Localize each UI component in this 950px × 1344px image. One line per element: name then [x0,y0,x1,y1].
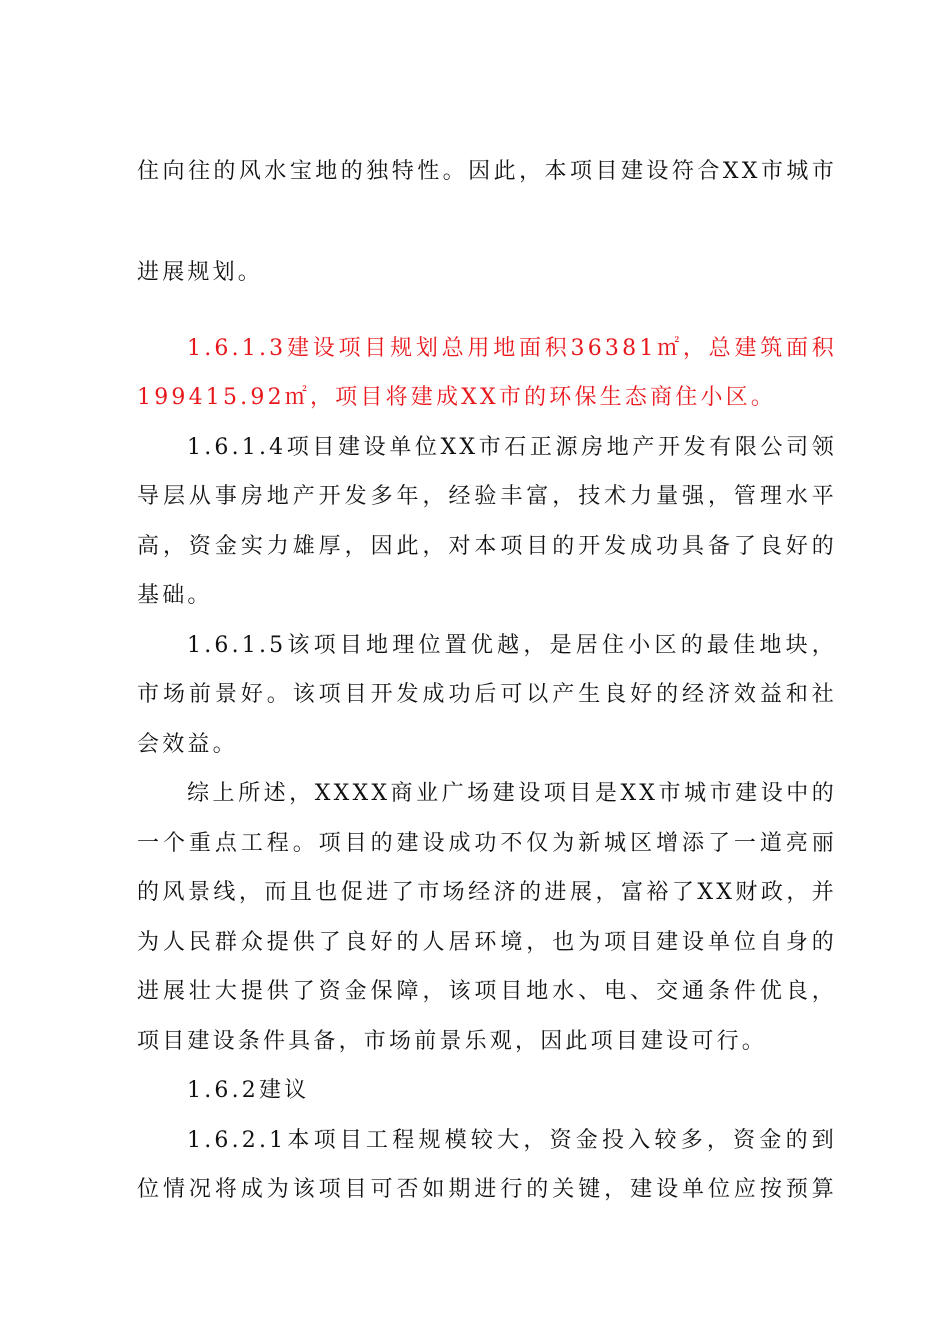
highlighted-paragraph-line: 1.6.1.3建设项目规划总用地面积36381㎡，总建筑面积 [187,336,837,361]
paragraph-line: 导层从事房地产开发多年，经验丰富，技术力量强，管理水平 [137,484,837,509]
section-heading: 1.6.2建议 [187,1078,310,1103]
paragraph-line: 会效益。 [137,732,238,757]
paragraph-line: 为人民群众提供了良好的人居环境，也为项目建设单位自身的 [137,930,837,955]
paragraph-line: 位情况将成为该项目可否如期进行的关键，建设单位应按预算 [137,1177,837,1202]
paragraph-line: 一个重点工程。项目的建设成功不仅为新城区增添了一道亮丽 [137,831,837,856]
paragraph-line: 进展规划。 [137,260,264,285]
paragraph-line: 基础。 [137,583,213,608]
paragraph-line: 1.6.1.5该项目地理位置优越，是居住小区的最佳地块， [187,633,837,658]
paragraph-line: 进展壮大提供了资金保障，该项目地水、电、交通条件优良， [137,979,837,1004]
paragraph-line: 1.6.1.4项目建设单位XX市石正源房地产开发有限公司领 [187,435,837,460]
paragraph-line: 综上所述，XXXX商业广场建设项目是XX市城市建设中的 [187,781,837,806]
highlighted-paragraph-line: 199415.92㎡，项目将建成XX市的环保生态商住小区。 [137,385,777,410]
paragraph-line: 1.6.2.1本项目工程规模较大，资金投入较多，资金的到 [187,1128,837,1153]
paragraph-line: 住向往的风水宝地的独特性。因此，本项目建设符合XX市城市 [137,159,837,184]
paragraph-line: 的风景线，而且也促进了市场经济的进展，富裕了XX财政，并 [137,880,837,905]
paragraph-line: 高，资金实力雄厚，因此，对本项目的开发成功具备了良好的 [137,534,837,559]
paragraph-line: 市场前景好。该项目开发成功后可以产生良好的经济效益和社 [137,682,837,707]
paragraph-line: 项目建设条件具备，市场前景乐观，因此项目建设可行。 [137,1029,768,1054]
